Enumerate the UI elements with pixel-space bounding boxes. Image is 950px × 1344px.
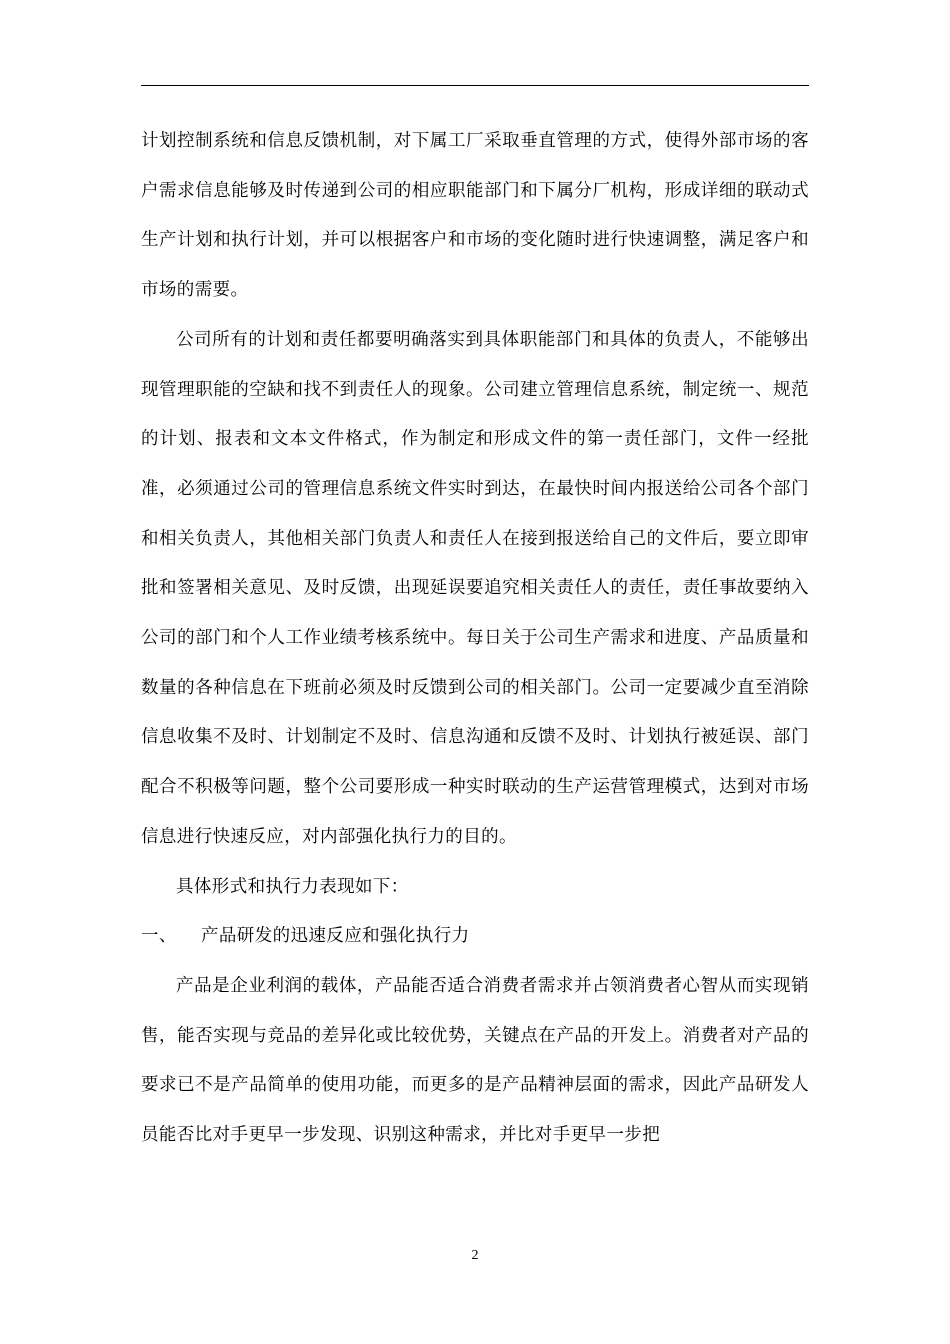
document-body	[141, 117, 809, 1161]
continued-paragraph: 计划控制系统和信息反馈机制，对下属工厂采取垂直管理的方式，使得外部市场的客户需求信息能够及时传递到公司的相应职能部门和下属分厂机构，形成详细的联动式生产计划和执行计划，并可以根据客户和市场的变化随时进行快速调整，满足客户和市场的需要。	[141, 131, 809, 301]
header-rule	[141, 85, 809, 86]
page-number: 2	[471, 1248, 479, 1263]
intro-line: 具体形式和执行力表现如下：	[176, 876, 409, 897]
section-title: 产品研发的迅速反应和强化执行力	[201, 926, 470, 947]
product-paragraph: 产品是企业利润的载体，产品能否适合消费者需求并占领消费者心智从而实现销售，能否实现与竞品的差异化或比较优势，关键点在产品的开发上。消费者对产品的要求已不是产品简单的使用功能，而更多的是产品精神层面的需求，因此产品研发人员能否比对手更早一步发现、识别这种需求，并比对手更早一步把	[141, 975, 809, 1146]
management-paragraph: 公司所有的计划和责任都要明确落实到具体职能部门和具体的负责人，不能够出现管理职能的空缺和找不到责任人的现象。公司建立管理信息系统，制定统一、规范的计划、报表和文本文件格式，作为制定和形成文件的第一责任部门，文件一经批准，必须通过公司的管理信息系统文件实时到达，在最快时间内报送给公司各个部门和相关负责人，其他相关部门负责人和责任人在接到报送给自己的文件后，要立即审批和签署相关意见、及时反馈，出现延误要追究相关责任人的责任，责任事故要纳入公司的部门和个人工作业绩考核系统中。每日关于公司生产需求和进度、产品质量和数量的各种信息在下班前必须及时反馈到公司的相关部门。公司一定要减少直至消除信息收集不及时、计划制定不及时、信息沟通和反馈不及时、计划执行被延误、部门配合不积极等问题，整个公司要形成一种实时联动的生产运营管理模式，达到对市场信息进行快速反应，对内部强化执行力的目的。	[141, 329, 809, 847]
section-number: 一、	[141, 926, 177, 947]
section-heading	[141, 912, 809, 962]
